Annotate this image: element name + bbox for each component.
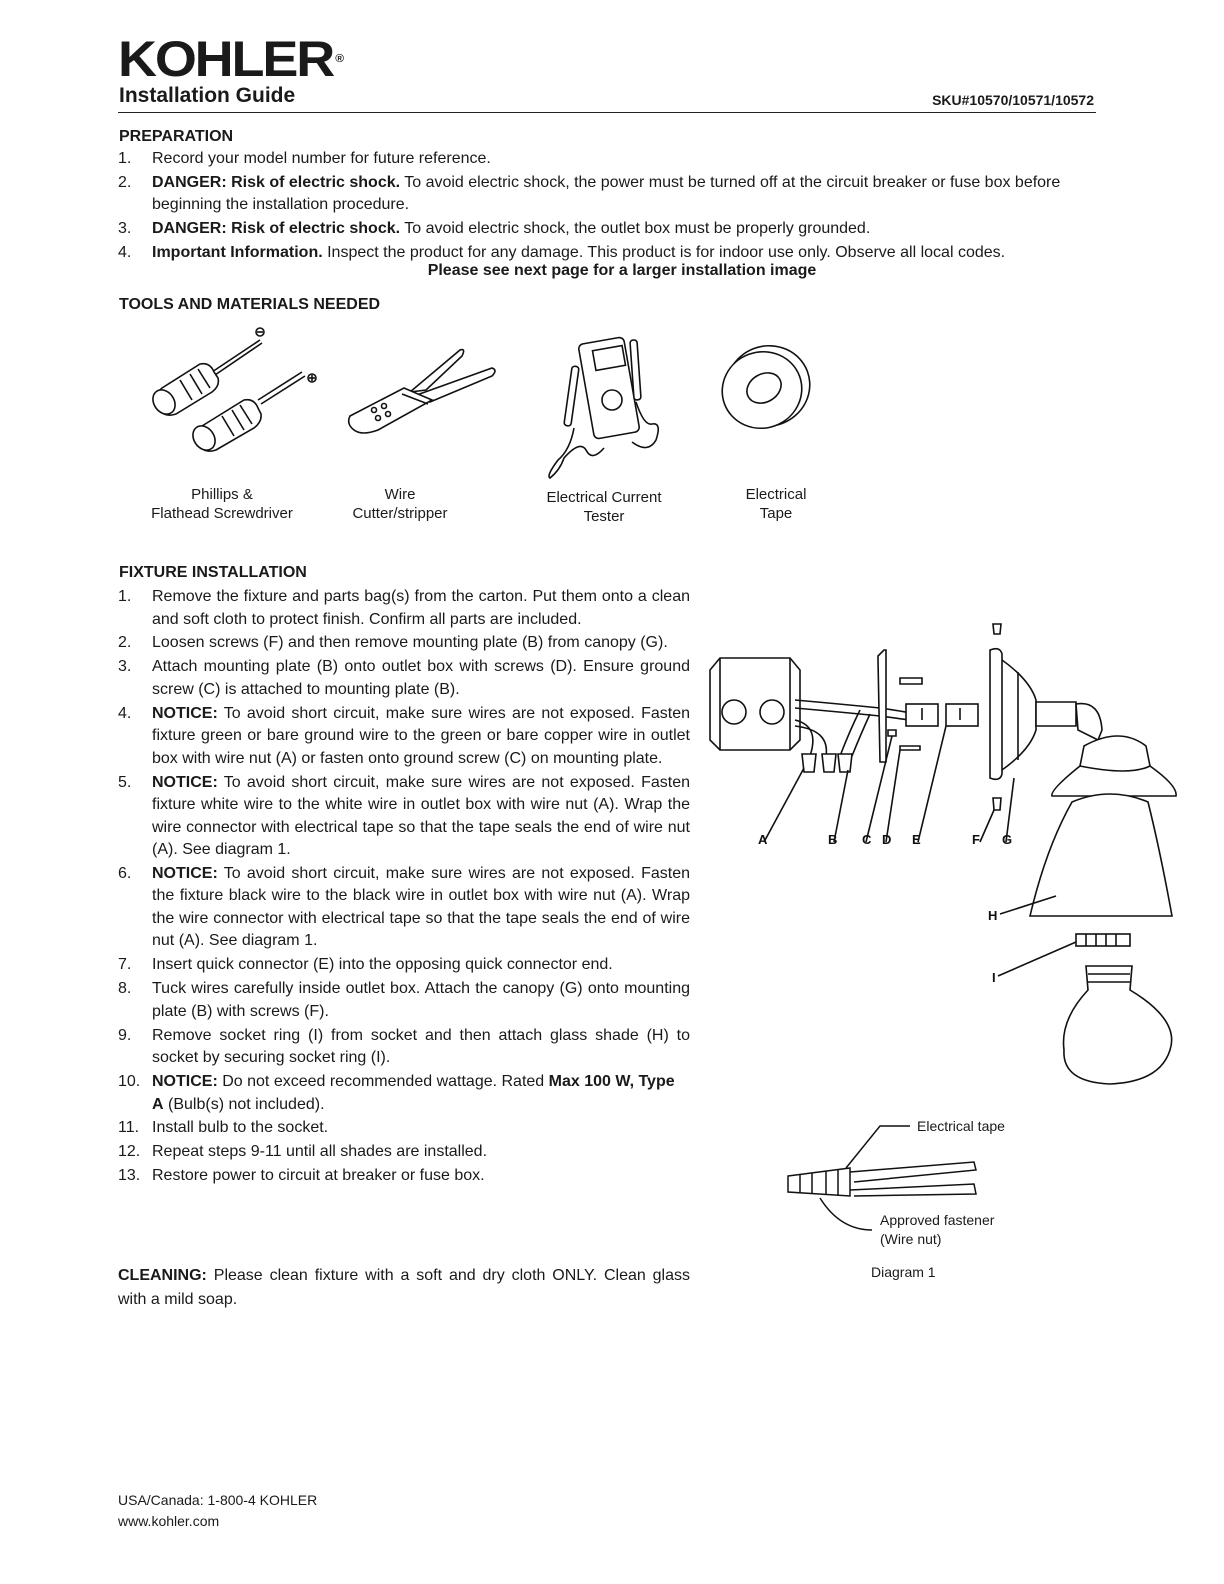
- preparation-heading: PREPARATION: [119, 128, 234, 145]
- item-emphasis: NOTICE:: [152, 773, 218, 791]
- tools-heading: TOOLS AND MATERIALS NEEDED: [119, 296, 381, 313]
- list-item: [118, 1071, 690, 1116]
- item-text: To avoid short circuit, make sure wires are not exposed. Fasten fixture green or bare ground wire to the green or bare copper wire in outlet box with wire nut (A) or fasten onto ground screw (C) on mounting plate.: [152, 704, 690, 767]
- part-label-d: D: [882, 832, 892, 847]
- item-number: 8.: [118, 980, 132, 998]
- item-number: 12.: [118, 1143, 141, 1161]
- item-text: Record your model number for future reference.: [152, 150, 491, 167]
- tool-label-line: Cutter/stripper: [352, 505, 448, 522]
- tool-label-screwdriver: [142, 485, 302, 523]
- item-number: 2.: [118, 173, 132, 191]
- list-item: [118, 1117, 690, 1140]
- item-text: To avoid electric shock, the outlet box must be properly grounded.: [400, 220, 871, 238]
- item-number: 3.: [118, 658, 132, 676]
- tool-label-wire-cutter: [320, 485, 480, 523]
- list-item: [118, 632, 690, 655]
- part-label-b: B: [828, 832, 838, 847]
- part-label-f: F: [972, 832, 980, 847]
- item-emphasis: DANGER: Risk of electric shock.: [152, 173, 401, 191]
- item-text: Restore power to circuit at breaker or fuse box.: [152, 1167, 485, 1185]
- cleaning-instructions: [118, 1264, 690, 1312]
- brand-logo: [118, 31, 344, 87]
- list-item: [118, 703, 690, 771]
- item-text: To avoid short circuit, make sure wires are not exposed. Fasten the fixture black wire to the black wire in outlet box with wire nut (A). Wrap the wire connector with electrical tape so that the tape seals the end of wire nut (A). See diagram 1.: [152, 864, 690, 950]
- tool-label-line: Phillips &: [191, 486, 253, 503]
- wire-cutter-icon: [342, 344, 502, 440]
- item-emphasis: Important Information.: [152, 244, 323, 262]
- fixture-steps-list: [118, 586, 690, 1189]
- sku-number: SKU#10570/10571/10572: [932, 92, 1094, 108]
- item-text: Loosen screws (F) and then remove mounting plate (B) from canopy (G).: [152, 634, 668, 652]
- item-number: 13.: [118, 1167, 141, 1185]
- tool-label-line: Wire: [384, 486, 416, 503]
- item-text: Remove the fixture and parts bag(s) from the carton. Put them onto a clean and soft cloth to protect finish. Confirm all parts are included.: [152, 588, 690, 628]
- part-label-i: I: [992, 970, 996, 985]
- registered-mark: ®: [335, 53, 344, 65]
- item-number: 3.: [118, 220, 132, 238]
- item-emphasis-rating: Max 100 W, Type A: [152, 1073, 675, 1113]
- cleaning-text: Please clean fixture with a soft and dry cloth ONLY. Clean glass with a mild soap.: [118, 1267, 690, 1308]
- brand-name: KOHLER: [118, 31, 334, 87]
- item-text: Tuck wires carefully inside outlet box. Attach the canopy (G) onto mounting plate (B) with screws (F).: [152, 980, 690, 1020]
- next-page-note: Please see next page for a larger installation image: [427, 262, 817, 279]
- item-number: 4.: [118, 704, 132, 722]
- electrical-tape-icon: [716, 342, 816, 432]
- list-item: [118, 1141, 690, 1164]
- list-item: [118, 954, 690, 977]
- item-number: 6.: [118, 864, 132, 882]
- item-number: 4.: [118, 244, 132, 262]
- list-item: [118, 1025, 690, 1070]
- list-item: [118, 172, 1100, 217]
- list-item: [118, 148, 1100, 171]
- item-text: Insert quick connector (E) into the opposing quick connector end.: [152, 956, 613, 974]
- item-emphasis: NOTICE:: [152, 864, 218, 882]
- item-number: 5.: [118, 773, 132, 791]
- part-label-a: A: [758, 832, 768, 847]
- item-emphasis: NOTICE:: [152, 704, 218, 722]
- item-text: Install bulb to the socket.: [152, 1119, 329, 1137]
- screwdrivers-icon: [140, 322, 320, 452]
- list-item: [118, 218, 1100, 241]
- part-label-g: G: [1002, 832, 1013, 847]
- electrical-tape-label: Electrical tape: [917, 1118, 1005, 1134]
- item-number: 2.: [118, 634, 132, 652]
- footer-phone: USA/Canada: 1-800-4 KOHLER: [118, 1492, 318, 1508]
- tool-label-line: Tester: [583, 508, 625, 525]
- tool-label-line: Tape: [759, 505, 793, 522]
- item-number: 10.: [118, 1073, 141, 1091]
- fixture-exploded-diagram: [700, 590, 1190, 1090]
- tool-label-line: Flathead Screwdriver: [151, 505, 293, 522]
- tool-label-line: Electrical: [745, 486, 807, 503]
- tool-label-tape: [696, 485, 856, 523]
- footer-website[interactable]: www.kohler.com: [118, 1513, 220, 1529]
- part-label-c: C: [862, 832, 872, 847]
- item-emphasis: NOTICE:: [152, 1073, 218, 1091]
- item-emphasis: DANGER: Risk of electric shock.: [152, 220, 401, 238]
- part-label-h: H: [988, 908, 998, 923]
- current-tester-icon: [540, 330, 670, 480]
- document-title: Installation Guide: [119, 84, 296, 107]
- item-number: 1.: [118, 588, 132, 605]
- list-item: [118, 978, 690, 1023]
- item-text: Inspect the product for any damage. This product is for indoor use only. Observe all local codes.: [322, 244, 1006, 262]
- tool-label-line: Electrical Current: [546, 489, 662, 506]
- item-number: 11.: [118, 1119, 140, 1137]
- item-number: 9.: [118, 1026, 132, 1044]
- item-text: Remove socket ring (I) from socket and then attach glass shade (H) to socket by securing socket ring (I).: [152, 1026, 690, 1067]
- footer: [118, 1490, 317, 1532]
- part-label-e: E: [912, 832, 921, 847]
- item-text: Repeat steps 9-11 until all shades are installed.: [152, 1143, 488, 1161]
- fixture-heading: FIXTURE INSTALLATION: [119, 564, 307, 581]
- list-item: [118, 1165, 690, 1188]
- preparation-list: [118, 148, 1100, 266]
- list-item: [118, 656, 690, 701]
- list-item: [118, 863, 690, 953]
- cleaning-label: CLEANING:: [118, 1267, 207, 1284]
- wire-nut-label-line: Approved fastener: [880, 1212, 995, 1228]
- item-number: 7.: [118, 956, 132, 974]
- item-number: 1.: [118, 150, 132, 167]
- list-item: [118, 772, 690, 862]
- item-text: Do not exceed recommended wattage. Rated: [217, 1073, 549, 1091]
- header-divider: [118, 112, 1096, 113]
- wire-nut-label: [880, 1211, 994, 1249]
- tool-label-tester: [524, 488, 684, 526]
- diagram-caption: Diagram 1: [871, 1264, 936, 1280]
- item-text: To avoid electric shock, the power must be turned off at the circuit breaker or fuse box before beginning the installation procedure.: [152, 173, 1061, 214]
- item-text: Attach mounting plate (B) onto outlet box with screws (D). Ensure ground screw (C) is attached to mounting plate (B).: [152, 658, 690, 698]
- wire-nut-label-line: (Wire nut): [880, 1231, 942, 1247]
- list-item: [118, 586, 690, 631]
- item-text: (Bulb(s) not included).: [163, 1095, 325, 1113]
- item-text: To avoid short circuit, make sure wires are not exposed. Fasten fixture white wire to the white wire in outlet box with wire nut (A). Wrap the wire connector with electrical tape so that the tape seals the end of wire nut (A). See diagram 1.: [152, 773, 690, 859]
